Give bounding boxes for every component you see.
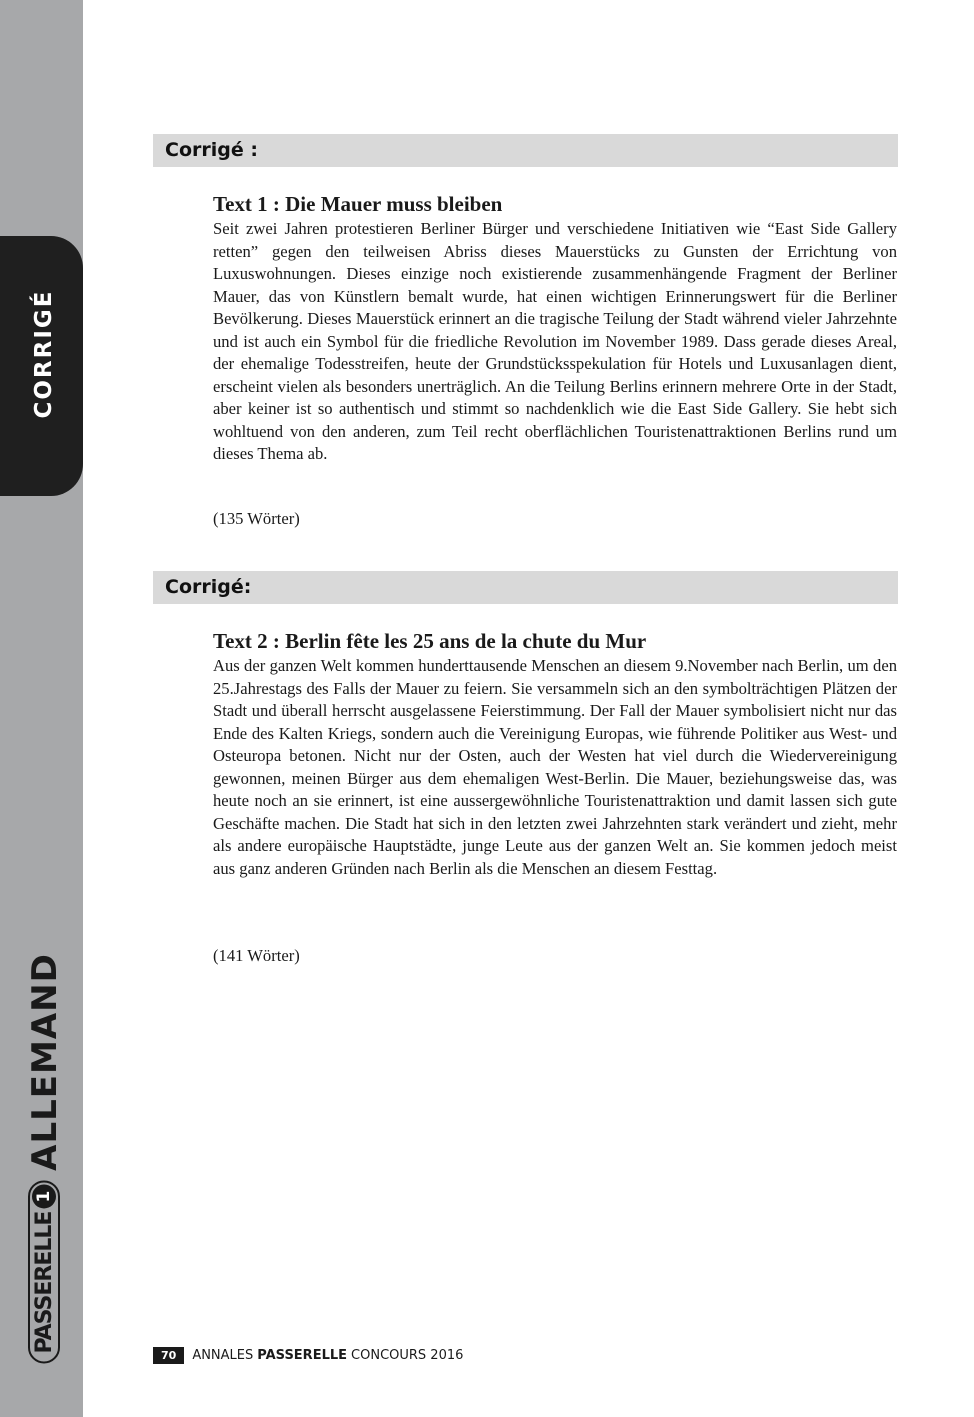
page-number: 70 [153, 1347, 184, 1364]
text-block [213, 629, 897, 880]
footer-suffix: CONCOURS 2016 [351, 1347, 464, 1363]
text-title: Text 1 : Die Mauer muss bleiben [213, 192, 503, 216]
text-block [213, 192, 897, 466]
brand-logo-text: PASSERELLE [31, 1211, 57, 1354]
text-title: Text 2 : Berlin fête les 25 ans de la chute du Mur [213, 629, 647, 653]
word-count: (141 Wörter) [213, 946, 300, 965]
brand-logo [28, 1181, 60, 1364]
brand-logo-number: 1 [32, 1185, 56, 1209]
section-header-title: Corrigé: [165, 576, 252, 598]
section-header-title: Corrigé : [165, 139, 258, 161]
section-header-bar [153, 134, 898, 167]
footer-prefix: ANNALES [192, 1347, 254, 1363]
subject-label: ALLEMAND [25, 953, 65, 1171]
page-footer [153, 1346, 463, 1364]
section-tab-label: CORRIGÉ [31, 289, 57, 419]
section-header-bar [153, 571, 898, 604]
text-body: Aus der ganzen Welt kommen hunderttausende Menschen an diesem 9.November nach Berlin, um den 25.Jahrestags des Falls der Mauer zu feiern. Sie versammeln sich an den symbolträchtigen Plätzen der Stadt und überall herrscht ausgelassene Feierstimmung. Der Fall der Mauer symbolisiert nicht nur das Ende des Kalten Kriegs, sondern auch die Vereinigung Europas, wie führende Politiker aus West- und Osteuropa betonen. Nicht nur der Osten, auch der Westen hat viel durch die Wiedervereinigung gewonnen, meinen Bürger aus dem ehemaligen West-Berlin. Die Mauer, beziehungsweise das, was heute noch an sie erinnert, ist eine aussergewöhnliche Touristenattraktion und damit lassen sich gute Geschäfte machen. Die Stadt hat sich in den letzten zwei Jahrzehnten stark verändert und zieht, mehr als andere europäische Hauptstädte, junge Leute aus der ganzen Welt an. Sie kommen jedoch meist aus ganz anderen Gründen nach Berlin als die Menschen an diesem Festtag. [213, 656, 897, 878]
word-count: (135 Wörter) [213, 509, 300, 528]
text-body: Seit zwei Jahren protestieren Berliner Bürger und verschiedene Initiativen wie “East Side Gallery retten” gegen den teilweisen Abriss dieses Mauerstücks zu Gunsten der Errichtung von Luxuswohnungen. Dieses einzige noch existierende zusammenhängende Fragment der Berliner Mauer, das von Künstlern bemalt wurde, hat einen wichtigen Erinnerungswert für die Berliner Bevölkerung. Dieses Mauerstück erinnert an die tragische Teilung der Stadt während vieler Jahrzehnte und ist auch ein Symbol für die friedliche Revolution im November 1989. Dass gerade dieses Areal, der ehemalige Todesstreifen, heute der Grundstücksspekulation für Hotels und Luxusanlagen dient, erscheint vielen als besonders unerträglich. An die Teilung Berlins erinnern mehrere Orte in der Stadt, aber keiner ist so authentisch und stimmt so nachdenklich wie die East Side Gallery. Sie hebt sich wohltuend von den anderen, zum Teil recht oberflächlichen Touristenattraktionen Berlins rund um dieses Thema ab. [213, 219, 897, 463]
footer-brand: PASSERELLE [257, 1347, 348, 1363]
